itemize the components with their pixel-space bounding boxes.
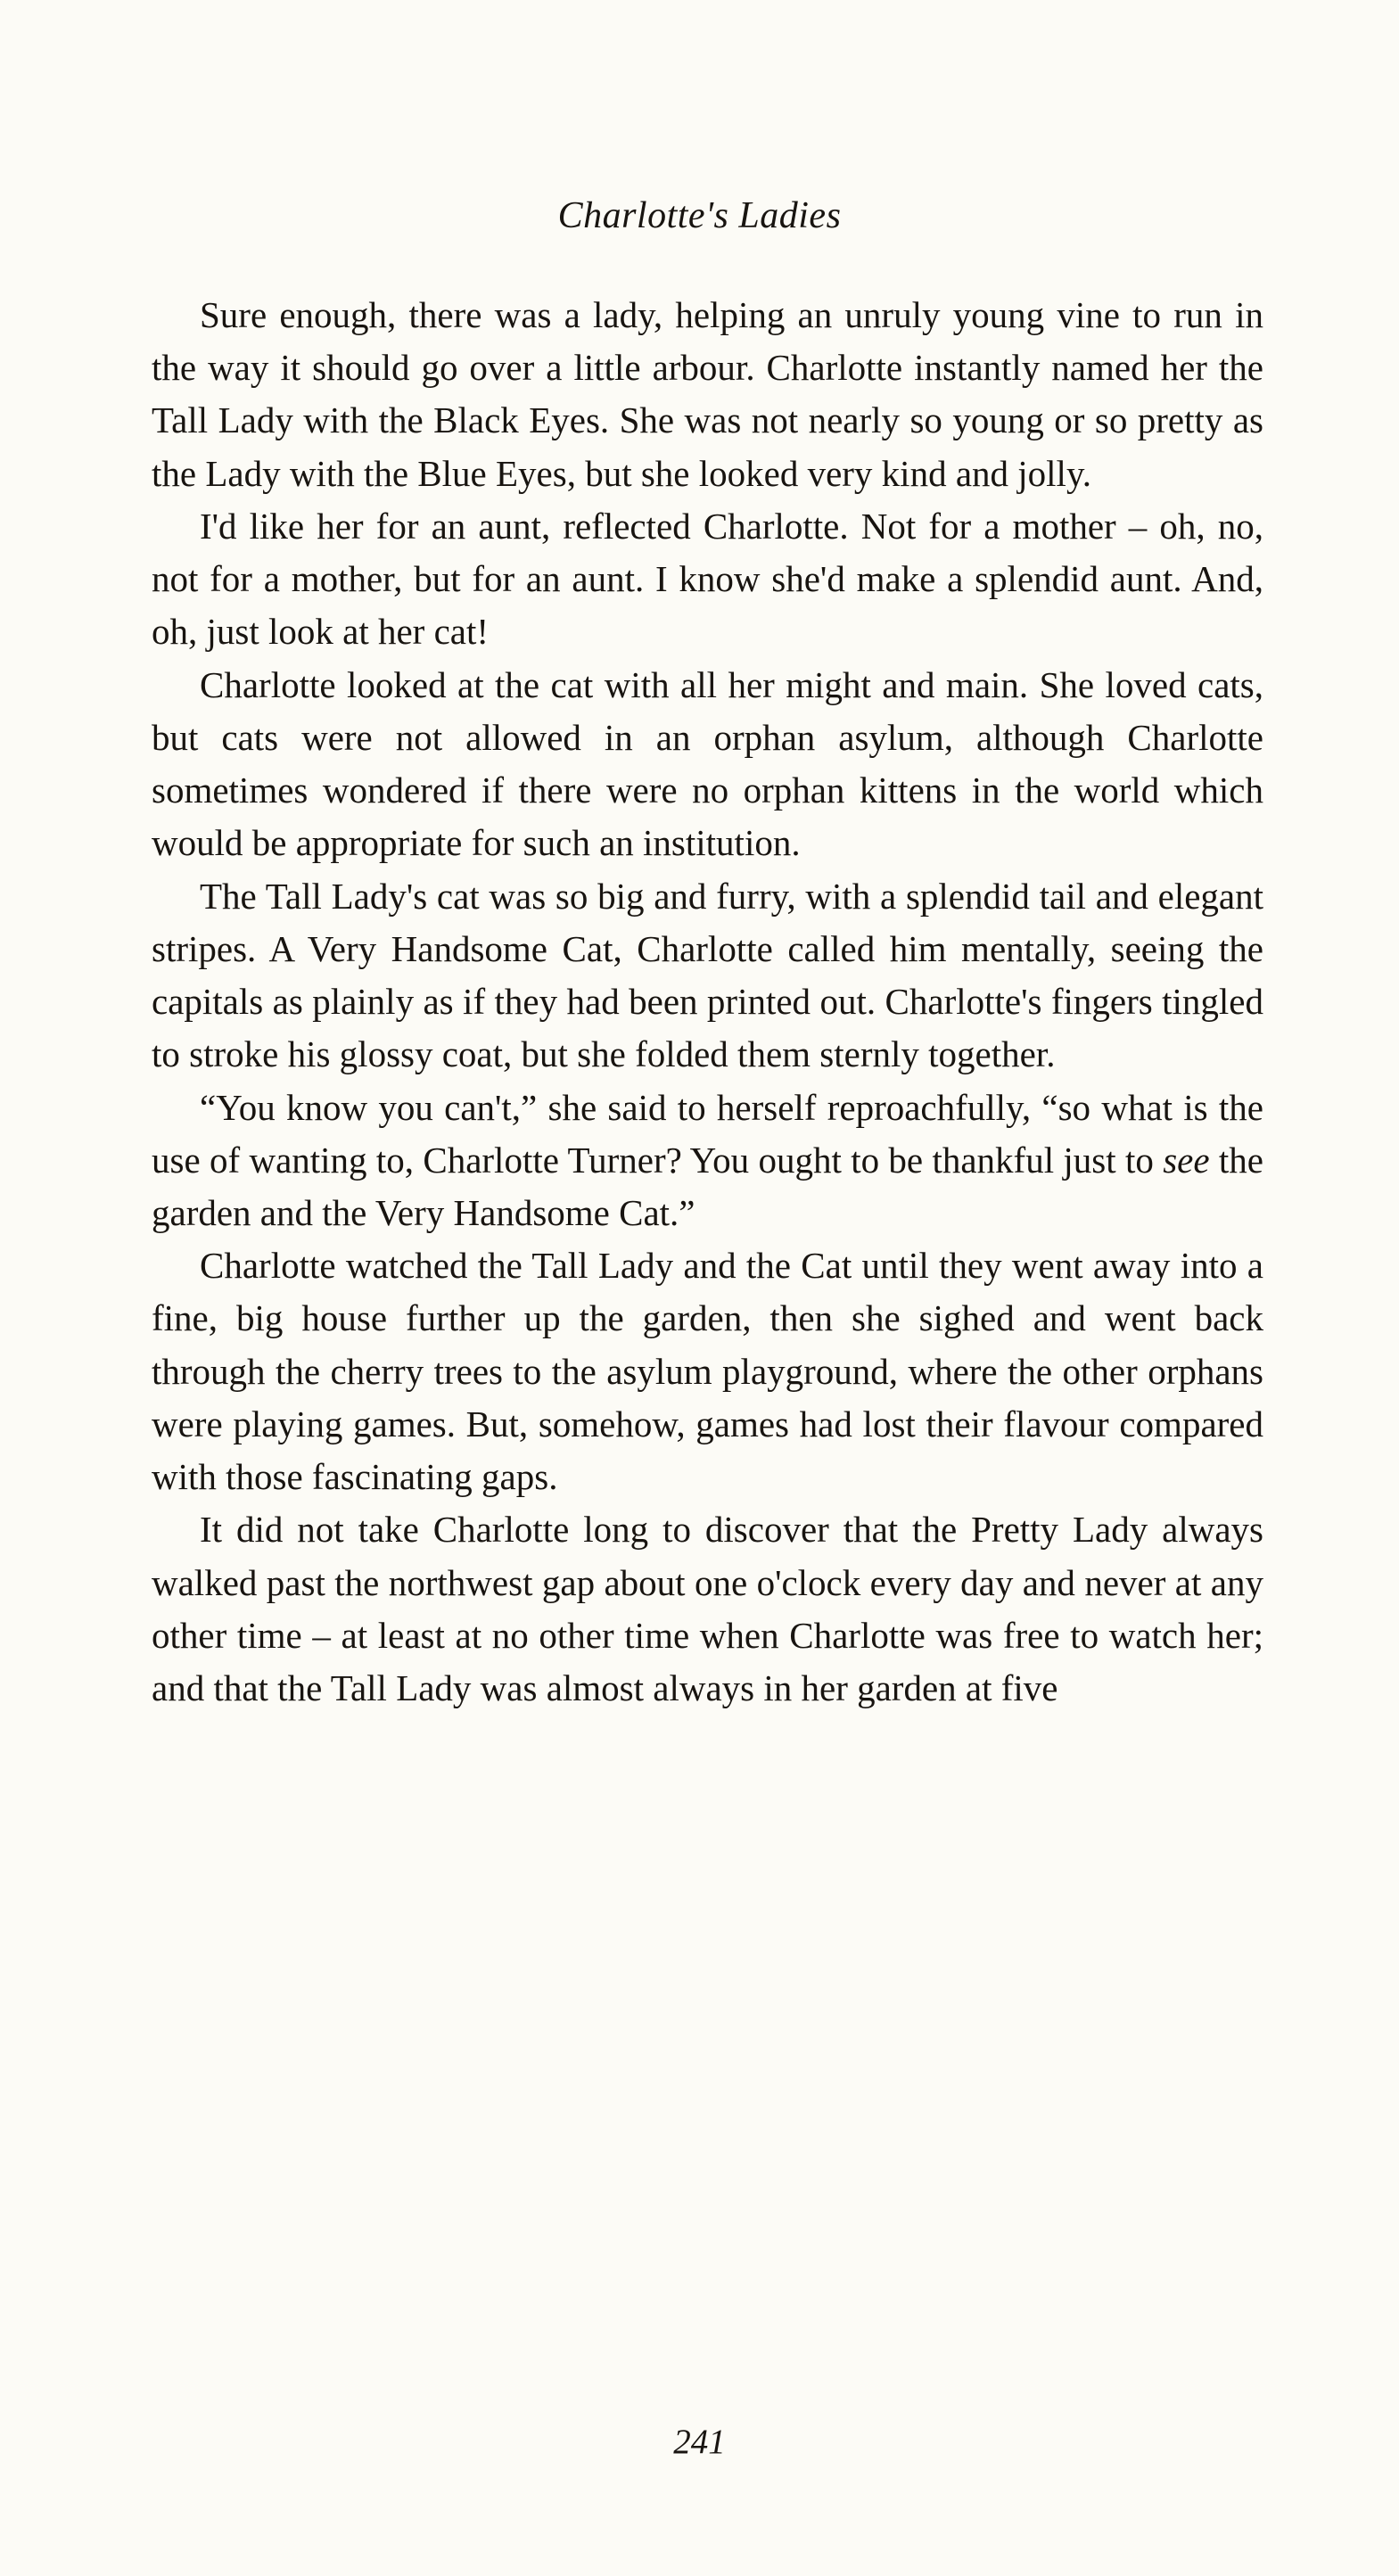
paragraph: The Tall Lady's cat was so big and furry, with a splendid tail and elegant stripes. A Very Handsome Cat, Charlotte called him mentally, seeing the capitals as plainly as if they had been printed out. Charlotte's fingers tingled to stroke his glossy coat, but she folded them sternly together. <box>152 875 1263 1075</box>
page-body <box>152 289 1263 1715</box>
paragraph: Charlotte looked at the cat with all her might and main. She loved cats, but cats were not allowed in an orphan asylum, although Charlotte sometimes wondered if there were no orphan kittens in the world which would be appropriate for such an institution. <box>152 663 1263 864</box>
paragraph: Sure enough, there was a lady, helping an unruly young vine to run in the way it should go over a little arbour. Charlotte instantly named her the Tall Lady with the Black Eyes. She was not nearly so young or so pretty as the Lady with the Blue Eyes, but she looked very kind and jolly. <box>152 294 1263 494</box>
paragraph: I'd like her for an aunt, reflected Charlotte. Not for a mother – oh, no, not for a mother, but for an aunt. I know she'd make a splendid aunt. And, oh, just look at her cat! <box>152 505 1263 653</box>
emphasized-word: see <box>1163 1139 1210 1181</box>
paragraph-text: “You know you can't,” she said to herself reproachfully, “so what is the use of wanting to, Charlotte Turner? You ought to be thankful just to <box>152 1086 1263 1181</box>
paragraph: Charlotte watched the Tall Lady and the Cat until they went away into a fine, big house further up the garden, then she sighed and went back through the cherry trees to the asylum playground, where the other orphans were playing games. But, somehow, games had lost their flavour compared with those fascinating gaps. <box>152 1245 1263 1498</box>
paragraph-text: the garden and the Very Handsome Cat.” <box>152 1139 1263 1233</box>
paragraph: It did not take Charlotte long to discover that the Pretty Lady always walked past the northwest gap about one o'clock every day and never at any other time – at least at no other time when Charlotte was free to watch her; and that the Tall Lady was almost always in her garden at five <box>152 1509 1263 1709</box>
paragraph <box>152 1082 1263 1240</box>
page-number: 241 <box>673 2423 726 2461</box>
running-header: Charlotte's Ladies <box>557 195 842 236</box>
